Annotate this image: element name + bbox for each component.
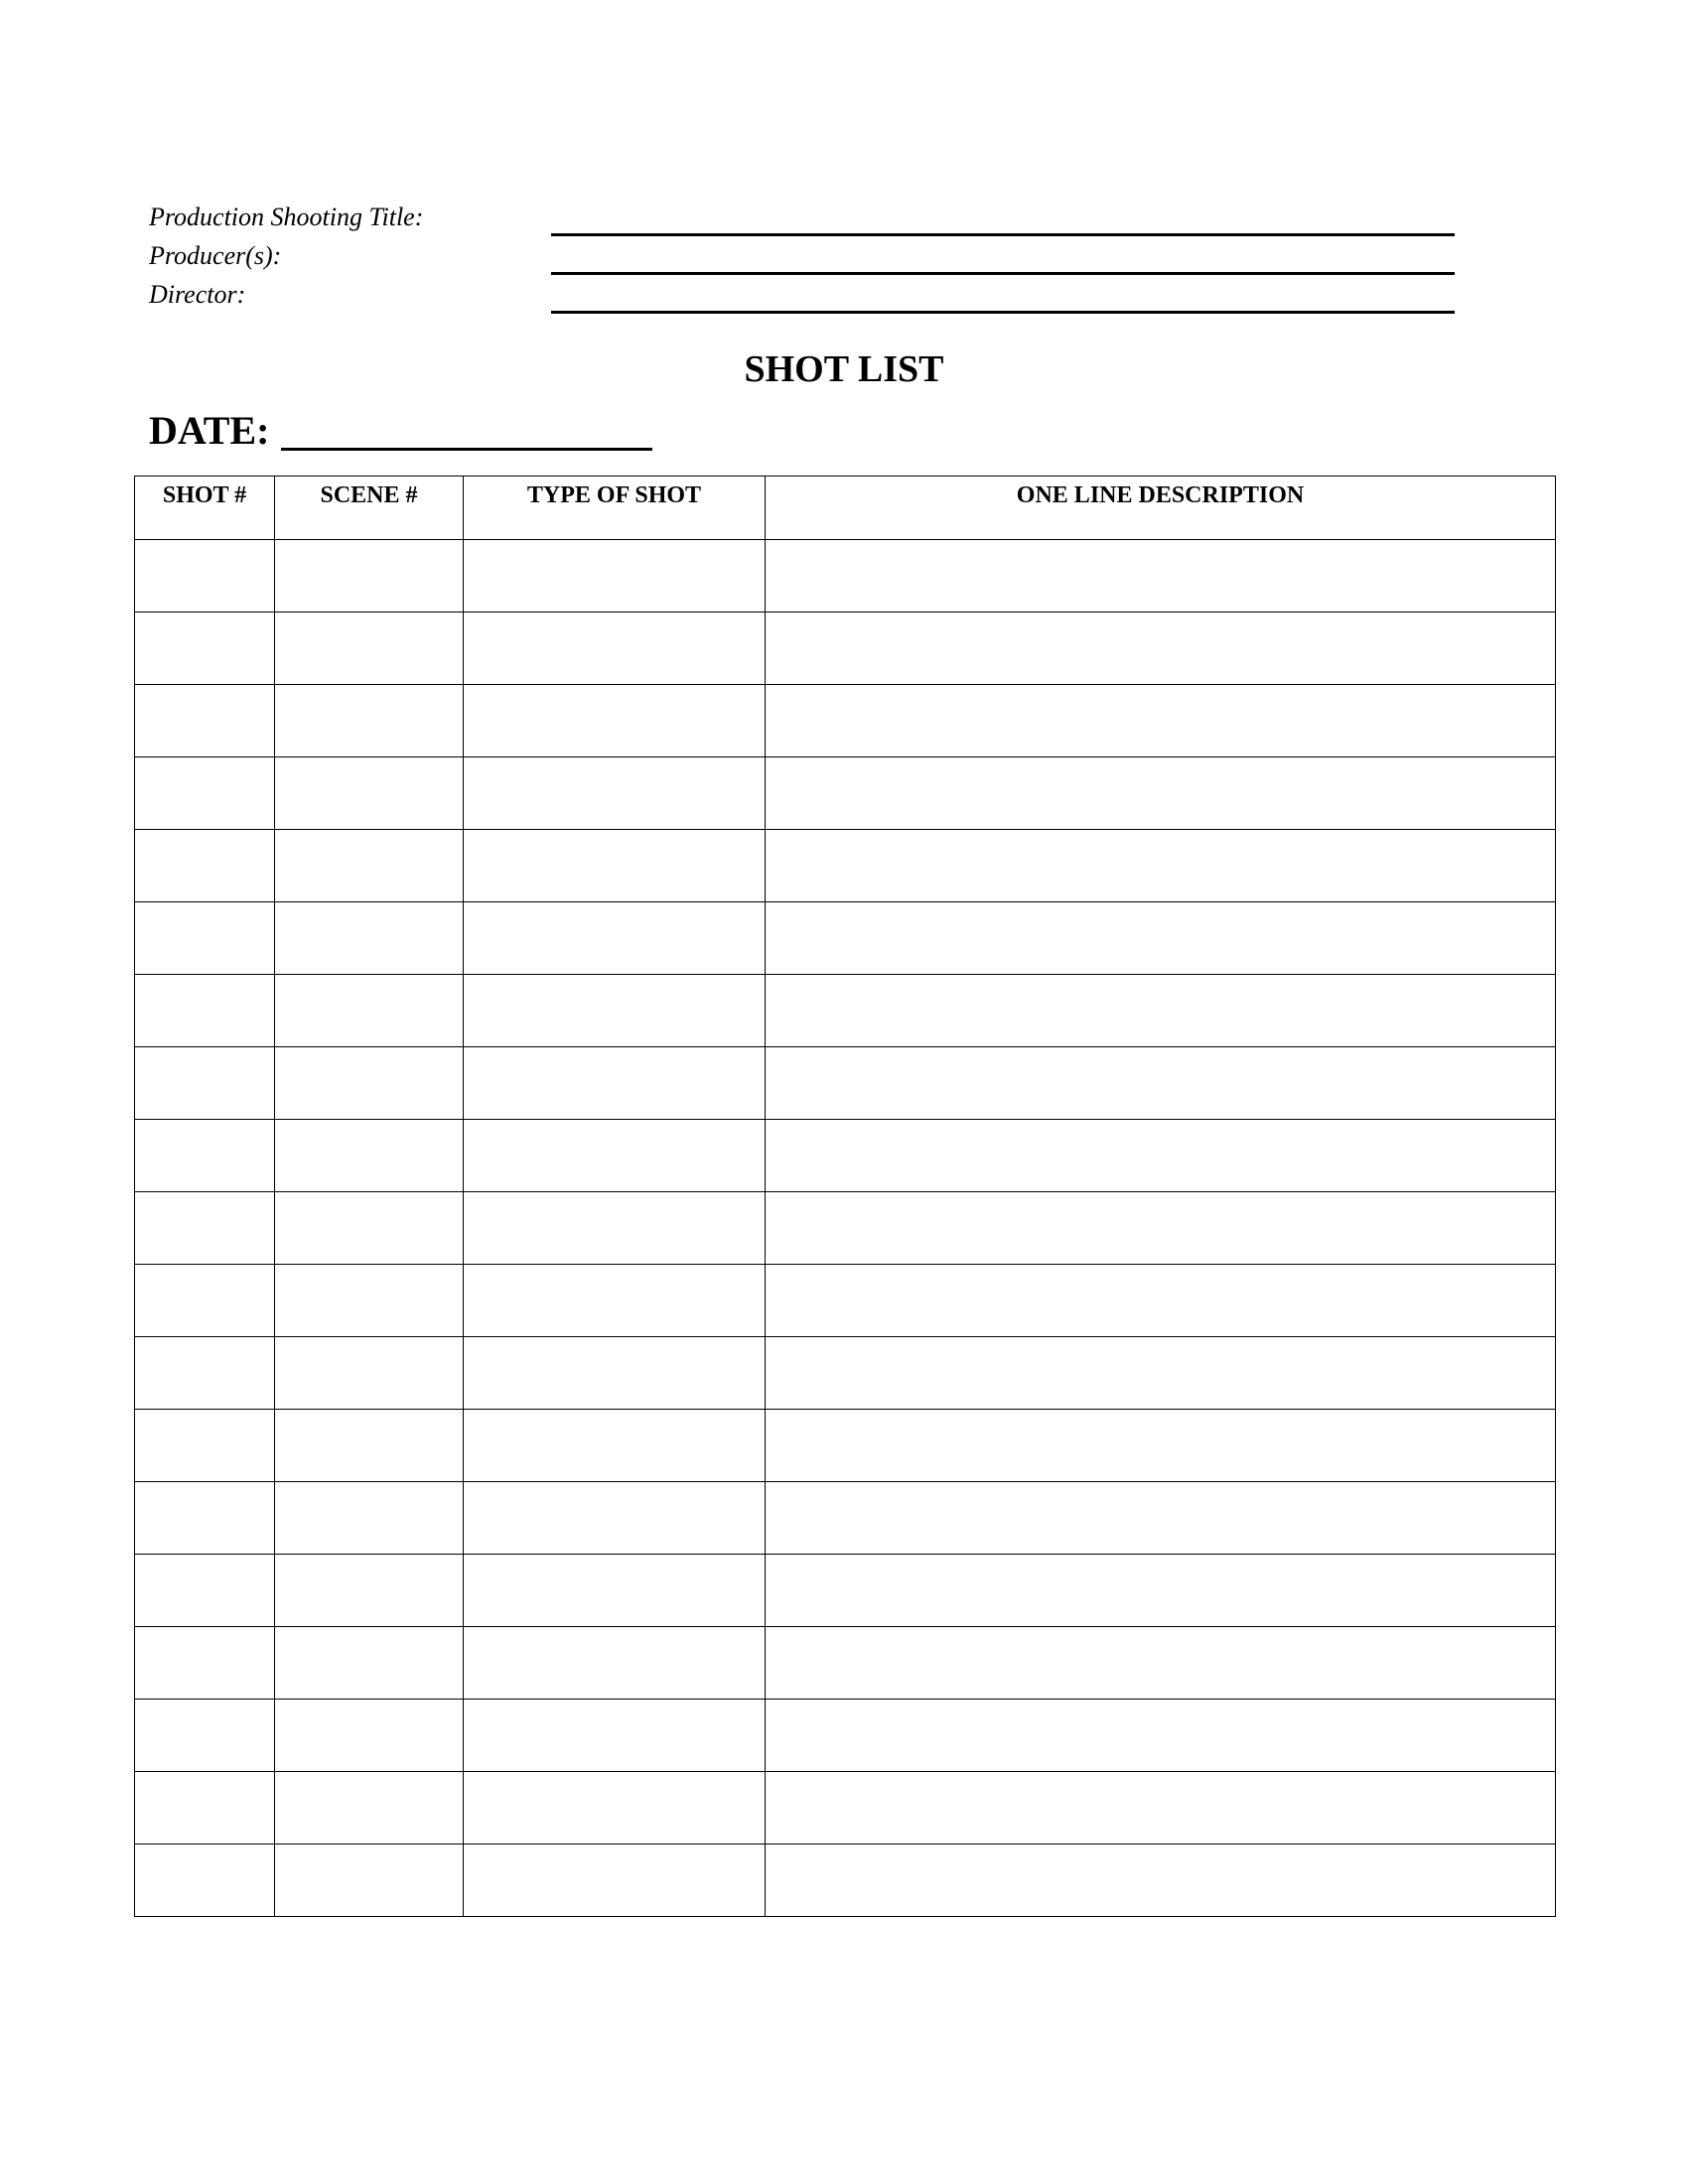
shot-cell[interactable] [135,1627,275,1700]
scene-cell[interactable] [275,830,464,902]
scene-cell[interactable] [275,1627,464,1700]
table-row [135,1192,1556,1265]
shot-cell[interactable] [135,902,275,975]
column-header-shot: SHOT # [135,477,275,540]
description-cell[interactable] [766,830,1556,902]
page-title: SHOT LIST [744,348,944,390]
description-cell[interactable] [766,540,1556,613]
scene-cell[interactable] [275,1555,464,1627]
table-row [135,1772,1556,1844]
table-row [135,757,1556,830]
table-row [135,1265,1556,1337]
scene-cell[interactable] [275,1192,464,1265]
shot-cell[interactable] [135,1555,275,1627]
field-label-production-title: Production Shooting Title: [149,203,424,231]
description-cell[interactable] [766,1192,1556,1265]
type-cell[interactable] [464,1700,766,1772]
shot-cell[interactable] [135,1047,275,1120]
shot-cell[interactable] [135,1482,275,1555]
type-cell[interactable] [464,902,766,975]
director-line[interactable] [551,311,1455,314]
description-cell[interactable] [766,613,1556,685]
description-cell[interactable] [766,757,1556,830]
description-cell[interactable] [766,902,1556,975]
scene-cell[interactable] [275,1844,464,1917]
table-row [135,613,1556,685]
description-cell[interactable] [766,1265,1556,1337]
description-cell[interactable] [766,975,1556,1047]
table-row [135,1844,1556,1917]
field-label-producers: Producer(s): [149,241,282,270]
scene-cell[interactable] [275,757,464,830]
scene-cell[interactable] [275,1337,464,1410]
table-row [135,540,1556,613]
type-cell[interactable] [464,1772,766,1844]
column-header-type: TYPE OF SHOT [464,477,766,540]
type-cell[interactable] [464,1265,766,1337]
type-cell[interactable] [464,1337,766,1410]
shot-cell[interactable] [135,613,275,685]
scene-cell[interactable] [275,1120,464,1192]
type-cell[interactable] [464,613,766,685]
scene-cell[interactable] [275,613,464,685]
table-row [135,830,1556,902]
description-cell[interactable] [766,1410,1556,1482]
description-cell[interactable] [766,1047,1556,1120]
shot-list-table [134,476,1556,1917]
column-header-scene: SCENE # [275,477,464,540]
shot-cell[interactable] [135,975,275,1047]
description-cell[interactable] [766,1555,1556,1627]
description-cell[interactable] [766,1772,1556,1844]
scene-cell[interactable] [275,1047,464,1120]
production-title-line[interactable] [551,233,1455,236]
table-row [135,1337,1556,1410]
shot-cell[interactable] [135,1120,275,1192]
type-cell[interactable] [464,685,766,757]
scene-cell[interactable] [275,902,464,975]
date-line[interactable] [281,448,652,451]
table-row [135,685,1556,757]
type-cell[interactable] [464,1410,766,1482]
table-header-row [135,477,1556,540]
type-cell[interactable] [464,1120,766,1192]
table-row [135,1120,1556,1192]
table-row [135,1555,1556,1627]
type-cell[interactable] [464,1482,766,1555]
shot-cell[interactable] [135,540,275,613]
shot-cell[interactable] [135,757,275,830]
type-cell[interactable] [464,540,766,613]
shot-cell[interactable] [135,1410,275,1482]
field-label-director: Director: [149,280,246,309]
shot-cell[interactable] [135,1337,275,1410]
description-cell[interactable] [766,1482,1556,1555]
shot-cell[interactable] [135,1192,275,1265]
producers-line[interactable] [551,272,1455,275]
scene-cell[interactable] [275,1772,464,1844]
column-header-description: ONE LINE DESCRIPTION [766,477,1556,540]
type-cell[interactable] [464,1192,766,1265]
type-cell[interactable] [464,1555,766,1627]
type-cell[interactable] [464,830,766,902]
type-cell[interactable] [464,975,766,1047]
scene-cell[interactable] [275,975,464,1047]
shot-cell[interactable] [135,1700,275,1772]
scene-cell[interactable] [275,1482,464,1555]
shot-cell[interactable] [135,830,275,902]
scene-cell[interactable] [275,1700,464,1772]
table-row [135,1410,1556,1482]
type-cell[interactable] [464,1047,766,1120]
description-cell[interactable] [766,1844,1556,1917]
shot-cell[interactable] [135,1265,275,1337]
date-label: DATE: [149,408,270,453]
table-row [135,1482,1556,1555]
description-cell[interactable] [766,1627,1556,1700]
scene-cell[interactable] [275,540,464,613]
type-cell[interactable] [464,1844,766,1917]
shot-cell[interactable] [135,685,275,757]
table-row [135,975,1556,1047]
table-row [135,1047,1556,1120]
scene-cell[interactable] [275,1265,464,1337]
description-cell[interactable] [766,685,1556,757]
table-row [135,1627,1556,1700]
shot-cell[interactable] [135,1772,275,1844]
table-row [135,1700,1556,1772]
description-cell[interactable] [766,1700,1556,1772]
description-cell[interactable] [766,1337,1556,1410]
shot-cell[interactable] [135,1844,275,1917]
type-cell[interactable] [464,757,766,830]
description-cell[interactable] [766,1120,1556,1192]
scene-cell[interactable] [275,685,464,757]
type-cell[interactable] [464,1627,766,1700]
table-row [135,902,1556,975]
scene-cell[interactable] [275,1410,464,1482]
